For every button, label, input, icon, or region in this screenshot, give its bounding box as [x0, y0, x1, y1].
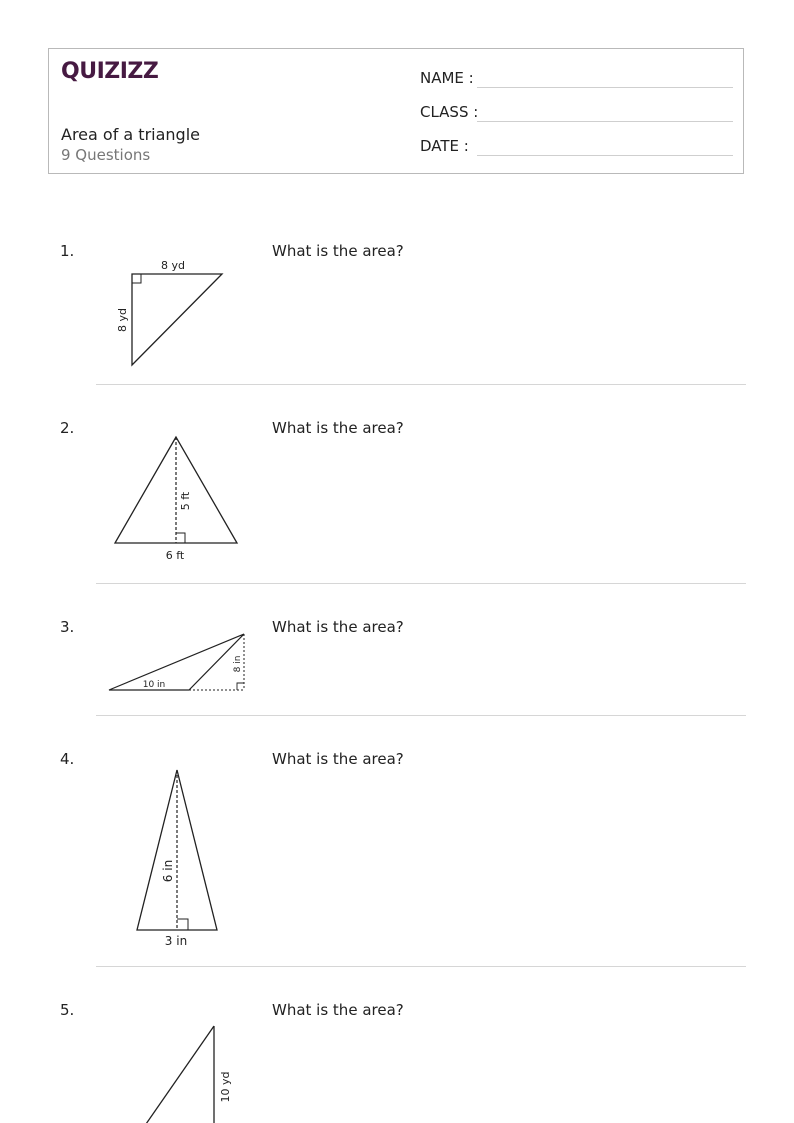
- name-line[interactable]: [477, 87, 733, 88]
- q5-hypotenuse: [146, 1026, 214, 1123]
- separator: [96, 715, 746, 716]
- q1-side-label: 8 yd: [116, 308, 129, 332]
- question-4-number: 4.: [60, 750, 75, 768]
- question-5-text: What is the area?: [272, 1001, 404, 1019]
- question-1-figure: [100, 250, 240, 370]
- question-3-text: What is the area?: [272, 618, 404, 636]
- worksheet-header: [48, 48, 744, 174]
- q3-base-label: 10 in: [142, 680, 166, 690]
- q2-right-angle: [176, 533, 185, 543]
- q1-triangle: [132, 274, 222, 365]
- q1-right-angle: [132, 274, 141, 283]
- q3-height-label: 8 in: [233, 655, 243, 673]
- q5-height-label: 10 yd: [219, 1071, 232, 1103]
- separator: [96, 384, 746, 385]
- q1-top-label: 8 yd: [161, 259, 185, 272]
- q3-triangle: [109, 634, 244, 690]
- question-4-text: What is the area?: [272, 750, 404, 768]
- q2-height-label: 5 ft: [179, 491, 192, 511]
- q4-height-label: 6 in: [161, 859, 175, 883]
- date-line[interactable]: [477, 155, 733, 156]
- worksheet-title: Area of a triangle: [61, 125, 200, 144]
- name-label: NAME :: [420, 69, 474, 87]
- q4-right-angle: [177, 919, 188, 930]
- question-2-text: What is the area?: [272, 419, 404, 437]
- q4-base-label: 3 in: [164, 934, 188, 948]
- question-count: 9 Questions: [61, 146, 151, 164]
- q2-base-label: 6 ft: [165, 549, 185, 562]
- question-2-number: 2.: [60, 419, 75, 437]
- question-5-number: 5.: [60, 1001, 75, 1019]
- question-5-figure: [100, 1015, 250, 1123]
- question-1-number: 1.: [60, 242, 75, 260]
- class-label: CLASS :: [420, 103, 479, 121]
- class-line[interactable]: [477, 121, 733, 122]
- quizizz-logo: QUIZIZZ: [61, 59, 159, 84]
- question-3-number: 3.: [60, 618, 75, 636]
- question-4-figure: [100, 760, 250, 955]
- question-1-text: What is the area?: [272, 242, 404, 260]
- question-3-figure: [100, 628, 250, 698]
- separator: [96, 966, 746, 967]
- separator: [96, 583, 746, 584]
- q3-right-angle: [237, 683, 244, 690]
- date-label: DATE :: [420, 137, 469, 155]
- question-2-figure: [100, 430, 250, 570]
